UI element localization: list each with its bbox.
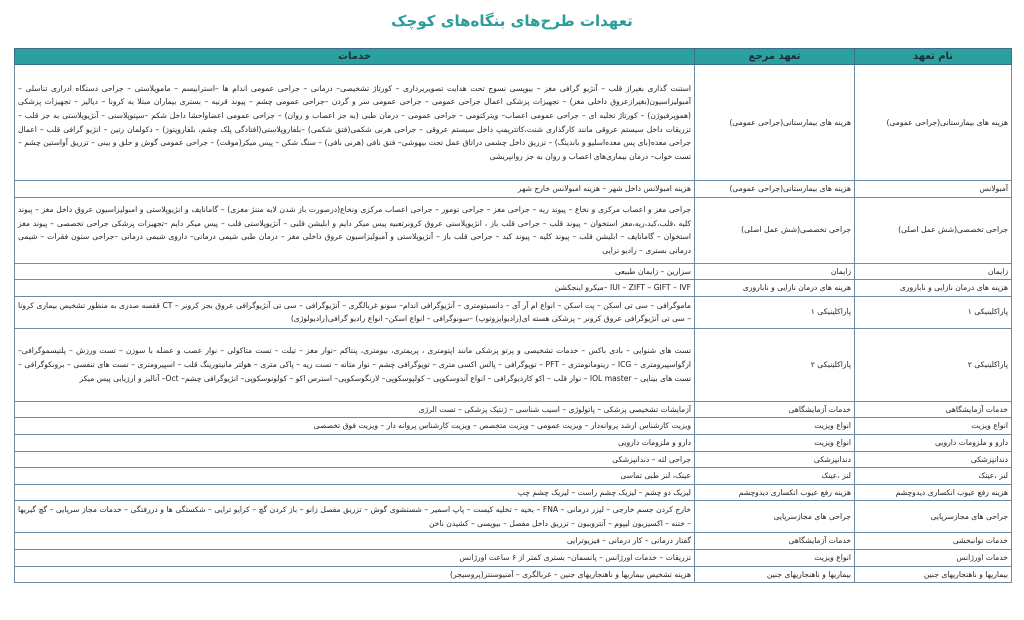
cell-name: انواع ویزیت: [855, 418, 1012, 435]
cell-services: عینک، لنز طبی تماسی: [15, 468, 695, 485]
cell-services: آزمایشات تشخیصی پزشکی – پاتولوژی – اسیب شناسی – ژنتیک پزشکی – تست الرژی: [15, 401, 695, 418]
table-row: [15, 418, 1012, 435]
table-header-row: [15, 49, 1012, 65]
table-row: [15, 328, 1012, 401]
cell-reference: خدمات آزمایشگاهی: [695, 533, 855, 550]
cell-name: دارو و ملزومات دارویی: [855, 434, 1012, 451]
table-row: [15, 280, 1012, 297]
cell-reference: بیماریها و ناهنجاریهای جنین: [695, 566, 855, 583]
cell-name: هزینه های بیمارستانی(جراحی عمومی): [855, 65, 1012, 181]
table-row: [15, 65, 1012, 181]
header-reference: تعهد مرجع: [695, 49, 855, 65]
table-row: [15, 181, 1012, 198]
cell-name: هزینه رفع عیوب انکساری دیدوچشم: [855, 484, 1012, 501]
table-row: [15, 263, 1012, 280]
cell-services: استنت گذاری بغیراز قلب – آنژیو گرافی مغز – بیوپسی نسوج تحت هدایت تصویربرداری – کورتاژ تشخیصی– درمانی – جراحی عمومی اندام ها –استرابیسم – ماموپلاستی – جراحی دستگاه ادراری تناسلی – آمبولیزاسیون(بغیرازعروق داخلی مغز) – تجهیزات پزشکی اعمال جراحی عمومی – جراحی عمومی سر و گردن –جراحی عمومی چشم – پیوند قرنیه – بستری بیماران مبتلا به کرونا – دیالیز – تجهیزات پزشکی (هموپرفیوژن) – کورتاژ تخلیه ای – جراحی عمومی اعصاب– ویترکتومی – جراحی عمومی – درمان طبی (به جز اعصاب و روان) – جراحی عمومی اعضاواحشا داخل شکم –سپتوپلاستی – آنژیوپلاستی به جز قلب – تزریقات داخل سیستم عروقی مانند کارگذاری شنت،کاتترپمپ داخل سیستم عروقی – جراحی هرنی شکمی(فتق شکمی) –بلفاروپلاستی(افتادگی پلک چشم، بلفاروپتوز) – دکولمان رتین – انژیو گرافی قلب – اعمال جراحی معده(بای پس معده‌اسلیو و باندینگ) – تزریق داخل چشمی دراتاق عمل تحت بیهوشی– فتق نافی (هرنی نافی) – سنگ شکن – پیس میکر(موقت) – جراحی عمومی گوش و حلق و بینی – تزریق آواستین چشم –تست خواب– درمان بیماری‌های اعصاب و روان به جز روانپریشی: [15, 65, 695, 181]
table-row: [15, 549, 1012, 566]
cell-reference: جراحی های مجازسرپایی: [695, 501, 855, 533]
table-row: [15, 484, 1012, 501]
cell-services: ماموگرافی – سی تی اسکن – پت اسکن – انواع ام آر آی – دانسیتومتری – آنژیوگرافی اندام– سونو غربالگری – آنژیوگرافی – سی تی آنژیوگرافی عروق بجز کرونر – CT قفسه صدری به منظور تشخیص بیماری کرونا – سی تی آنژیوگرافی عروق کرونر – پزشکی هسته ای(رادیوایزوتوپ) –سونوگرافی – انواع اسکن– انواع رادیو گرافی(رادیولوژی): [15, 296, 695, 328]
table-row: [15, 468, 1012, 485]
table-row: [15, 401, 1012, 418]
header-name: نام تعهد: [855, 49, 1012, 65]
header-services: خدمات: [15, 49, 695, 65]
cell-name: هزینه های درمان نازایی و ناباروری: [855, 280, 1012, 297]
cell-services: جراحی مغز و اعصاب مرکزی و نخاع – پیوند ریه – جراحی مغز – جراحی تومور – جراحی اعصاب مرکزی ونخاع(درصورت باز شدن لایه مننژ مغزی) – گامانایف و انژیوپلاستی و امبولیزاسیون عروق داخل مغز – پیوند کلیه ،قلب،کبد،ریه،مغز استخوان – پیوند قلب – جراحی قلب باز ، انژیوپلاستی عروق کرونرتعبیه پیس میکر دایم و ابلیشن قلبی – آنژیوپلاستی قلب – پیس میکر دایم –تجهیزات پزشکی جراحی تخصصی – پیوند مغز استخوان – گامانایف – ابلیشن قلب – پیوند کلیه – پیوند کبد – جراحی قلب باز – آنژیوپلاستی و آمبولیزاسیون عروق داخلی مغز – درمان طبی شیمی درمانی– داروی شیمی درمانی –جراحی ستون فقرات – شیمی درمانی بستری – رادیو ترایی: [15, 197, 695, 263]
cell-name: زایمان: [855, 263, 1012, 280]
cell-services: سزارین – زایمان طبیعی: [15, 263, 695, 280]
page-title: تعهدات طرح‌های بنگاه‌های کوچک: [391, 12, 633, 30]
table-row: [15, 197, 1012, 263]
cell-name: خدمات اورژانس: [855, 549, 1012, 566]
table-row: [15, 451, 1012, 468]
table-row: [15, 566, 1012, 583]
cell-services: تست های شنوایی – بادی باکس – خدمات تشخیصی و پرتو پزشکی مانند اپتومتری ، پریمتری، بیومتری، پنتاکم –نوار مغز – تیلت – تست متاکولی – نوار عصب و عضله با سوزن – تست ورزش – پلتیسموگرافی– ارگواسپیرومتری – ICG – رینومانومتری – PFT – توپوگرافی – پالس اکسی متری – توپوگرافی چشم – نوار مثانه – تست ریه – پاکی متری – هولتر مانیتورینگ قلب – اسپیرومتری – تست های تنفسی – برونکوگرافی – تست های بینایی – IOL master – نوار قلب – اکو کاردیوگرافی – انواع آندوسکوپی – کولپوسکوپی– لارنگوسکوپی– استرس اکو – کولونوسکوپی– انژیوگرافی چشم– Oct– آنالیز و ارزیابی پیس میکر: [15, 328, 695, 401]
table-row: [15, 501, 1012, 533]
cell-reference: انواع ویزیت: [695, 418, 855, 435]
cell-services: جراحی لثه – دندانپزشکی: [15, 451, 695, 468]
cell-reference: خدمات آزمایشگاهی: [695, 401, 855, 418]
cell-services: لیزیک دو چشم – لیزیک چشم راست – لیزیک چشم چپ: [15, 484, 695, 501]
cell-services: ویزیت کارشناس ارشد پروانه‌دار – ویزیت عمومی – ویزیت متخصص – ویزیت کارشناس پروانه دار – ویزیت فوق تخصصی: [15, 418, 695, 435]
cell-reference: هزینه های بیمارستانی(جراحی عمومی): [695, 65, 855, 181]
cell-services: تزریقات – خدمات اورژانس – پانسمان– بستری کمتر از ۶ ساعت اورژانس: [15, 549, 695, 566]
table-row: [15, 533, 1012, 550]
cell-reference: جراحی تخصصی(شش عمل اصلی): [695, 197, 855, 263]
cell-services: هزینه امبولانس داخل شهر – هزینه امبولانس خارج شهر: [15, 181, 695, 198]
cell-name: خدمات توانبخشی: [855, 533, 1012, 550]
cell-name: بیماریها و ناهنجاریهای جنین: [855, 566, 1012, 583]
cell-services: هزینه تشخیص بیماریها و ناهنجاریهای جنین – غربالگری – آمنیوسنتز(پروسیجر): [15, 566, 695, 583]
cell-reference: دندانپزشکی: [695, 451, 855, 468]
cell-reference: هزینه های بیمارستانی(جراحی عمومی): [695, 181, 855, 198]
cell-services: گفتار درمانی – کار درمانی – فیزیوترایی: [15, 533, 695, 550]
cell-name: خدمات آزمایشگاهی: [855, 401, 1012, 418]
cell-name: پاراکلینیکی ۱: [855, 296, 1012, 328]
cell-reference: زایمان: [695, 263, 855, 280]
cell-name: لنز ،عینک: [855, 468, 1012, 485]
cell-reference: هزینه رفع عیوب انکساری دیدوچشم: [695, 484, 855, 501]
cell-name: پاراکلینیکی ۲: [855, 328, 1012, 401]
cell-name: جراحی های مجازسرپایی: [855, 501, 1012, 533]
table-row: [15, 296, 1012, 328]
cell-reference: هزینه های درمان نازایی و ناباروری: [695, 280, 855, 297]
cell-reference: لنز ،عینک: [695, 468, 855, 485]
cell-reference: انواع ویزیت: [695, 549, 855, 566]
table-row: [15, 434, 1012, 451]
commitments-table: [14, 48, 1012, 583]
cell-services: IUI – ZIFT – GIFT – IVF –میکرو اینجکشن: [15, 280, 695, 297]
cell-name: دندانپزشکی: [855, 451, 1012, 468]
cell-services: دارو و ملزومات دارویی: [15, 434, 695, 451]
cell-name: جراحی تخصصی(شش عمل اصلی): [855, 197, 1012, 263]
cell-services: خارج کردن جسم خارجی – لیزر درمانی – FNA – بخیه – تخلیه کیست – پاپ اسمیر – شستشوی گوش – تزریق مفصل زانو – باز کردن گچ – کرایو ترایی – شکستگی ها و دررفتگی – خدمات مجاز سرپایی – گچ گیریها – ختنه – اکسیزیون لیپوم – آنتروبیون – تزریق داخل مفصل – بیوپسی – کشیدن ناخن: [15, 501, 695, 533]
cell-name: آمبولانس: [855, 181, 1012, 198]
cell-reference: پاراکلینیکی ۱: [695, 296, 855, 328]
cell-reference: پاراکلینیکی ۲: [695, 328, 855, 401]
cell-reference: انواع ویزیت: [695, 434, 855, 451]
